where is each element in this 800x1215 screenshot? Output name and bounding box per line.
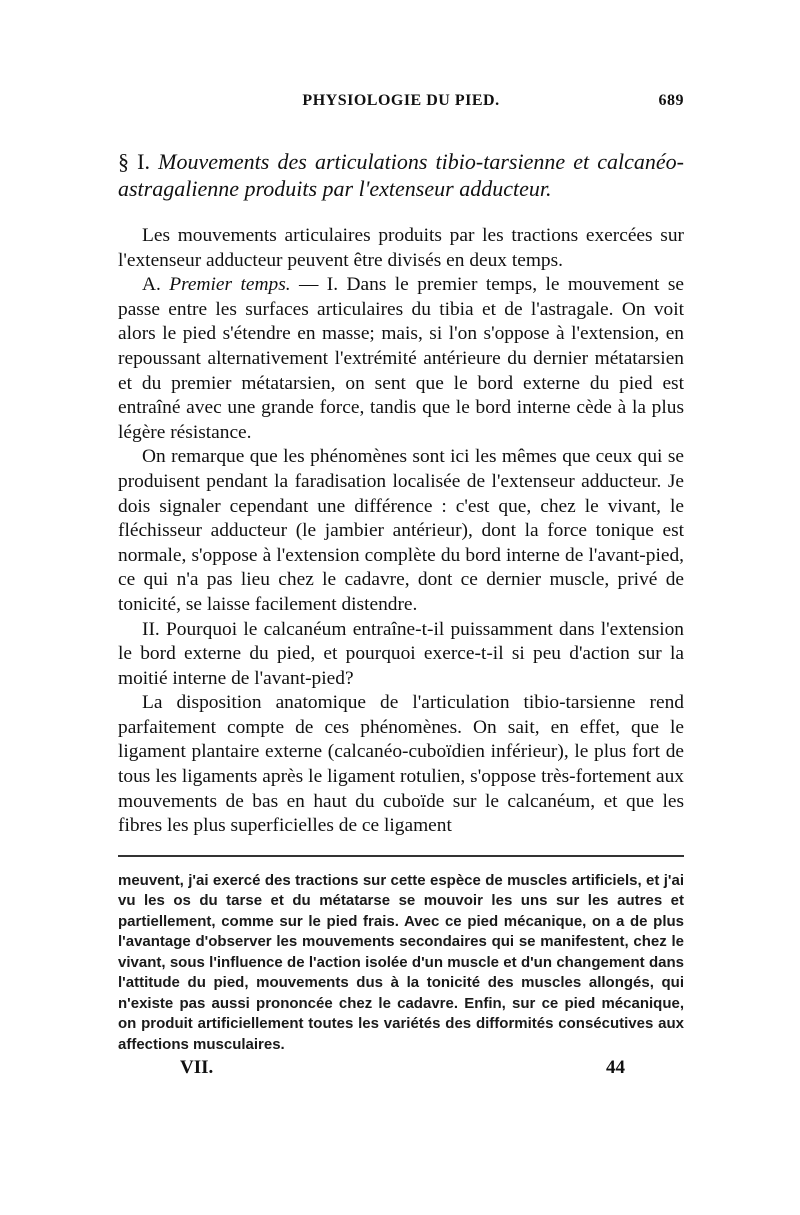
- printer-signature: [118, 1057, 684, 1081]
- paragraph-2-text: — I. Dans le premier temps, le mouvement se passe entre les surfaces articulaires du tibia et de l'astragale. On voit alors le pied s'étendre en masse; mais, si l'on s'oppose à l'extension, en repoussant alternativement l'extrémité antérieure du dernier métatarsien et du premier métatarsien, on sent que le bord externe du pied est entraîné avec une grande force, tandis que le bord interne cède à la plus légère résistance.: [118, 274, 684, 443]
- paragraph-3: On remarque que les phénomènes sont ici les mêmes que ceux qui se produisent pendant la faradisation localisée de l'extenseur adducteur. Je dois signaler cependant une différence : c'est que, chez le vivant, le fléchisseur adducteur (le jambier antérieur), dont la force tonique est normale, s'oppose à l'extension complète du bord interne de l'avant-pied, ce qui n'a pas lieu chez le cadavre, dont ce dernier muscle, privé de tonicité, se laisse facilement distendre.: [118, 446, 684, 615]
- paragraph-2-lead-a: A.: [142, 274, 170, 296]
- section-number: § I.: [118, 149, 150, 174]
- body-text: [118, 224, 684, 839]
- section-heading: [118, 148, 684, 202]
- paragraph-1: Les mouvements articulaires produits par les tractions exercées sur l'extenseur adducteur peuvent être divisés en deux temps.: [118, 225, 684, 271]
- running-title: PHYSIOLOGIE DU PIED.: [302, 92, 500, 109]
- paragraph-4: II. Pourquoi le calcanéum entraîne-t-il puissamment dans l'extension le bord externe du pied, et pourquoi exerce-t-il si peu d'action sur la moitié interne de l'avant-pied?: [118, 618, 684, 689]
- paragraph-2: [118, 273, 684, 445]
- section-title: Mouvements des articulations tibio-tarsienne et calcanéo-astragalienne produits par l'extenseur adducteur.: [118, 149, 685, 201]
- signature-sheet: 44: [606, 1057, 625, 1079]
- footnote-divider: [118, 855, 684, 857]
- book-page: [118, 92, 684, 1081]
- running-head: [118, 92, 684, 118]
- footnote: meuvent, j'ai exercé des tractions sur cette espèce de muscles artificiels, et j'ai vu les os du tarse et du métatarse se mouvoir les uns sur les autres et partiellement, comme sur le pied frais. Avec ce pied mécanique, on a de plus l'avantage d'observer les mouvements secondaires qui se manifestent, chez le vivant, sous l'influence de l'action isolée d'un muscle et d'un changement dans l'attitude du pied, mouvements dus à la tonicité des muscles allongés, qui n'existe pas aussi prononcée chez le cadavre. Enfin, sur ce pied mécanique, on produit artificiellement toutes les variétés des difformités consécutives aux affections musculaires.: [118, 871, 684, 1053]
- signature-volume: VII.: [180, 1057, 214, 1079]
- paragraph-5: La disposition anatomique de l'articulation tibio-tarsienne rend parfaitement compte de ces phénomènes. On sait, en effet, que le ligament plantaire externe (calcanéo-cuboïdien inférieur), le plus fort de tous les ligaments après le ligament rotulien, s'oppose très-fortement aux mouvements de bas en haut du cuboïde sur le calcanéum, et que les fibres les plus superficielles de ce ligament: [118, 692, 684, 837]
- page-number: 689: [658, 92, 684, 109]
- paragraph-2-lead-b: Premier temps.: [169, 274, 291, 296]
